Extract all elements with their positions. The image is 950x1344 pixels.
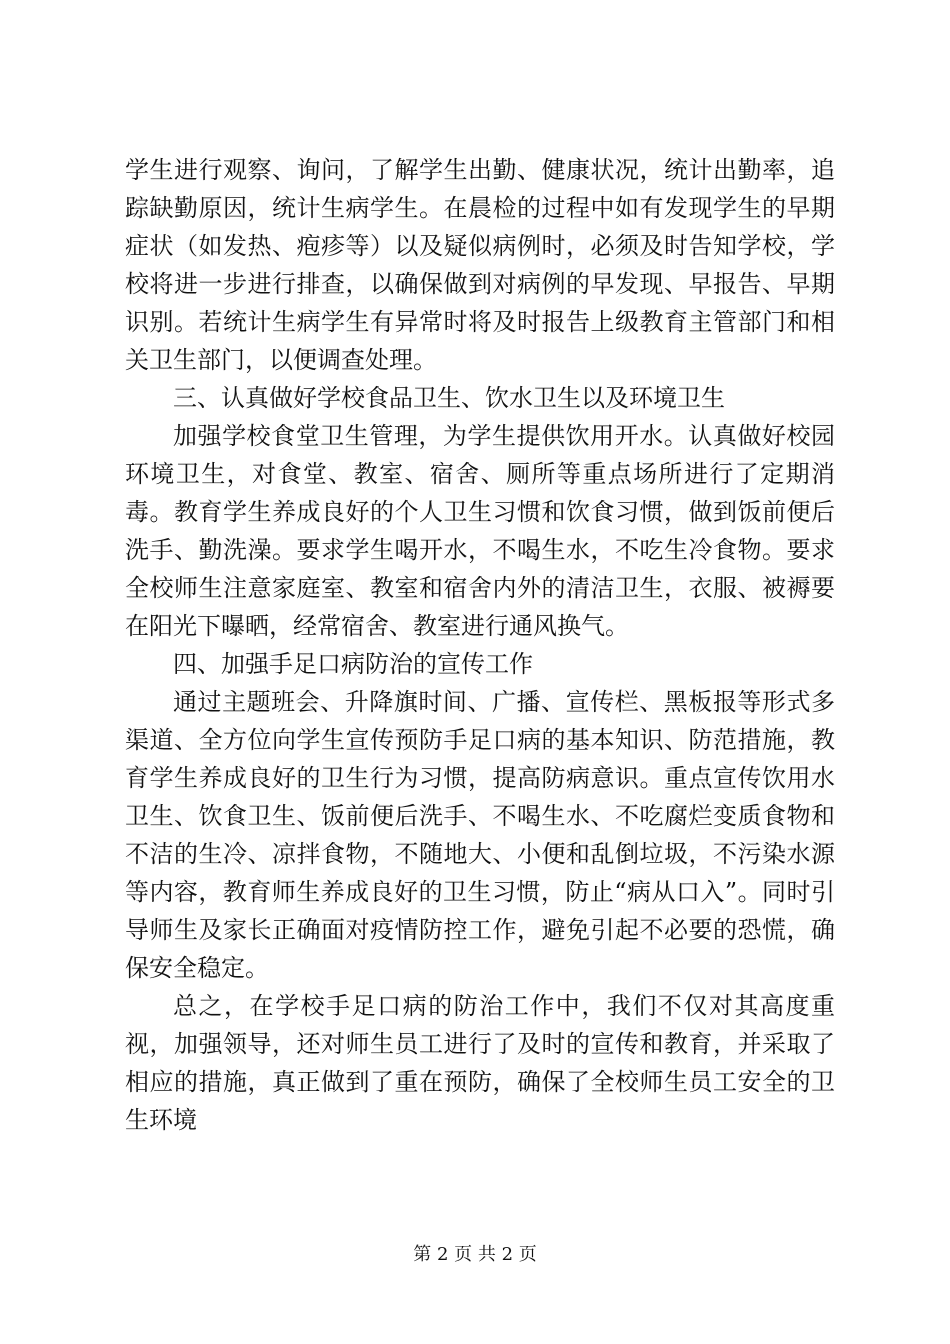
document-body (125, 151, 835, 1139)
page-number-footer: 第 2 页 共 2 页 (413, 1244, 537, 1265)
section-heading-publicity: 四、加强手足口病防治的宣传工作 (173, 650, 533, 678)
paragraph-hygiene-management: 加强学校食堂卫生管理，为学生提供饮用开水。认真做好校园环境卫生，对食堂、教室、宿舍、厕所等重点场所进行了定期消毒。教育学生养成良好的个人卫生习惯和饮食习惯，做到饭前便后洗手、勤洗澡。要求学生喝开水，不喝生水，不吃生冷食物。要求全校师生注意家庭室、教室和宿舍内外的清洁卫生，衣服、被褥要在阳光下曝晒，经常宿舍、教室进行通风换气。 (125, 422, 835, 640)
paragraph-conclusion: 总之，在学校手足口病的防治工作中，我们不仅对其高度重视，加强领导，还对师生员工进行了及时的宣传和教育，并采取了相应的措施，真正做到了重在预防，确保了全校师生员工安全的卫生环境 (125, 992, 835, 1134)
paragraph-publicity-work: 通过主题班会、升降旗时间、广播、宣传栏、黑板报等形式多渠道、全方位向学生宣传预防手足口病的基本知识、防范措施，教育学生养成良好的卫生行为习惯，提高防病意识。重点宣传饮用水卫生、饮食卫生、饭前便后洗手、不喝生水、不吃腐烂变质食物和不洁的生冷、凉拌食物，不随地大、小便和乱倒垃圾，不污染水源等内容，教育师生养成良好的卫生习惯，防止“病从口入”。同时引导师生及家长正确面对疫情防控工作，避免引起不必要的恐慌，确保安全稳定。 (125, 688, 835, 982)
section-heading-food-water-environment: 三、认真做好学校食品卫生、饮水卫生以及环境卫生 (173, 384, 725, 412)
paragraph-morning-check: 学生进行观察、询问，了解学生出勤、健康状况，统计出勤率，追踪缺勤原因，统计生病学生。在晨检的过程中如有发现学生的早期症状（如发热、疱疹等）以及疑似病例时，必须及时告知学校，学校将进一步进行排查，以确保做到对病例的早发现、早报告、早期识别。若统计生病学生有异常时将及时报告上级教育主管部门和相关卫生部门，以便调查处理。 (125, 156, 835, 374)
